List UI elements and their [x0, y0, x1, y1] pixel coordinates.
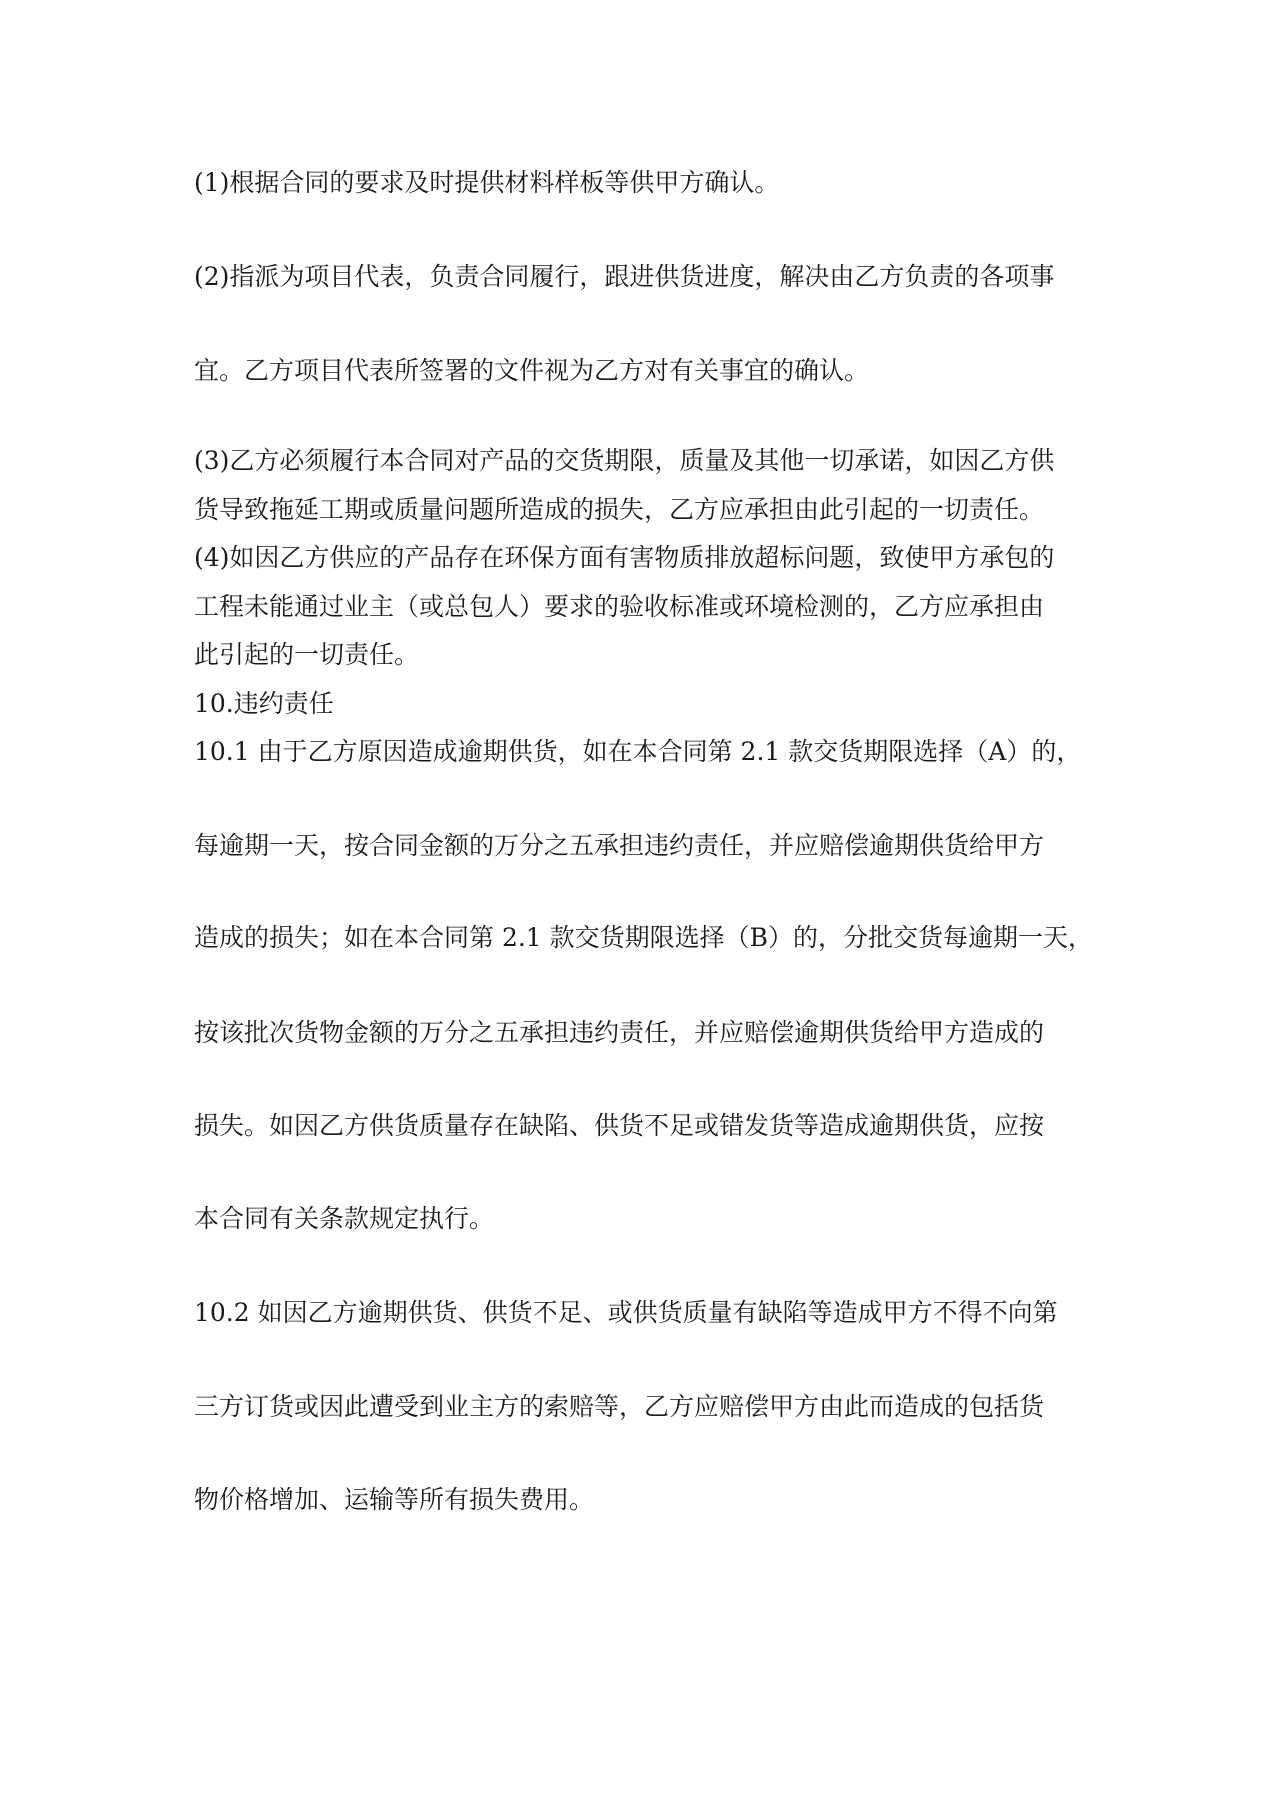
clause-9-2-line-1: (2)指派为项目代表，负责合同履行，跟进供货进度，解决由乙方负责的各项事	[194, 262, 1055, 291]
clause-9-4-line-3: 此引起的一切责任。	[194, 640, 420, 669]
clause-10-2-line-2: 三方订货或因此遭受到业主方的索赔等，乙方应赔偿甲方由此而造成的包括货	[194, 1392, 1045, 1421]
clause-10-1-line-6: 本合同有关条款规定执行。	[194, 1204, 495, 1233]
clause-10-1-line-4: 按该批次货物金额的万分之五承担违约责任，并应赔偿逾期供货给甲方造成的	[194, 1018, 1045, 1047]
clause-9-4-line-2: 工程未能通过业主（或总包人）要求的验收标准或环境检测的，乙方应承担由	[194, 592, 1045, 621]
clause-9-1-line: (1)根据合同的要求及时提供材料样板等供甲方确认。	[194, 168, 780, 197]
clause-10-1-line-1: 10.1 由于乙方原因造成逾期供货，如在本合同第 2.1 款交货期限选择（A）的，	[194, 737, 1082, 766]
clause-10-1-line-3: 造成的损失；如在本合同第 2.1 款交货期限选择（B）的，分批交货每逾期一天，	[194, 923, 1094, 952]
clause-9-3-line-1: (3)乙方必须履行本合同对产品的交货期限，质量及其他一切承诺，如因乙方供	[194, 446, 1055, 475]
clause-9-2-line-2: 宜。乙方项目代表所签署的文件视为乙方对有关事宜的确认。	[194, 356, 870, 385]
clause-10-1-line-5: 损失。如因乙方供货质量存在缺陷、供货不足或错发货等造成逾期供货，应按	[194, 1111, 1045, 1140]
clause-10-2-line-3: 物价格增加、运输等所有损失费用。	[194, 1485, 595, 1514]
clause-10-1-line-2: 每逾期一天，按合同金额的万分之五承担违约责任，并应赔偿逾期供货给甲方	[194, 831, 1045, 860]
clause-9-4-line-1: (4)如因乙方供应的产品存在环保方面有害物质排放超标问题，致使甲方承包的	[194, 543, 1055, 572]
clause-9-3-line-2: 货导致拖延工期或质量问题所造成的损失，乙方应承担由此引起的一切责任。	[194, 495, 1045, 524]
section-10-heading: 10.违约责任	[194, 689, 334, 718]
clause-10-2-line-1: 10.2 如因乙方逾期供货、供货不足、或供货质量有缺陷等造成甲方不得不向第	[194, 1298, 1058, 1327]
